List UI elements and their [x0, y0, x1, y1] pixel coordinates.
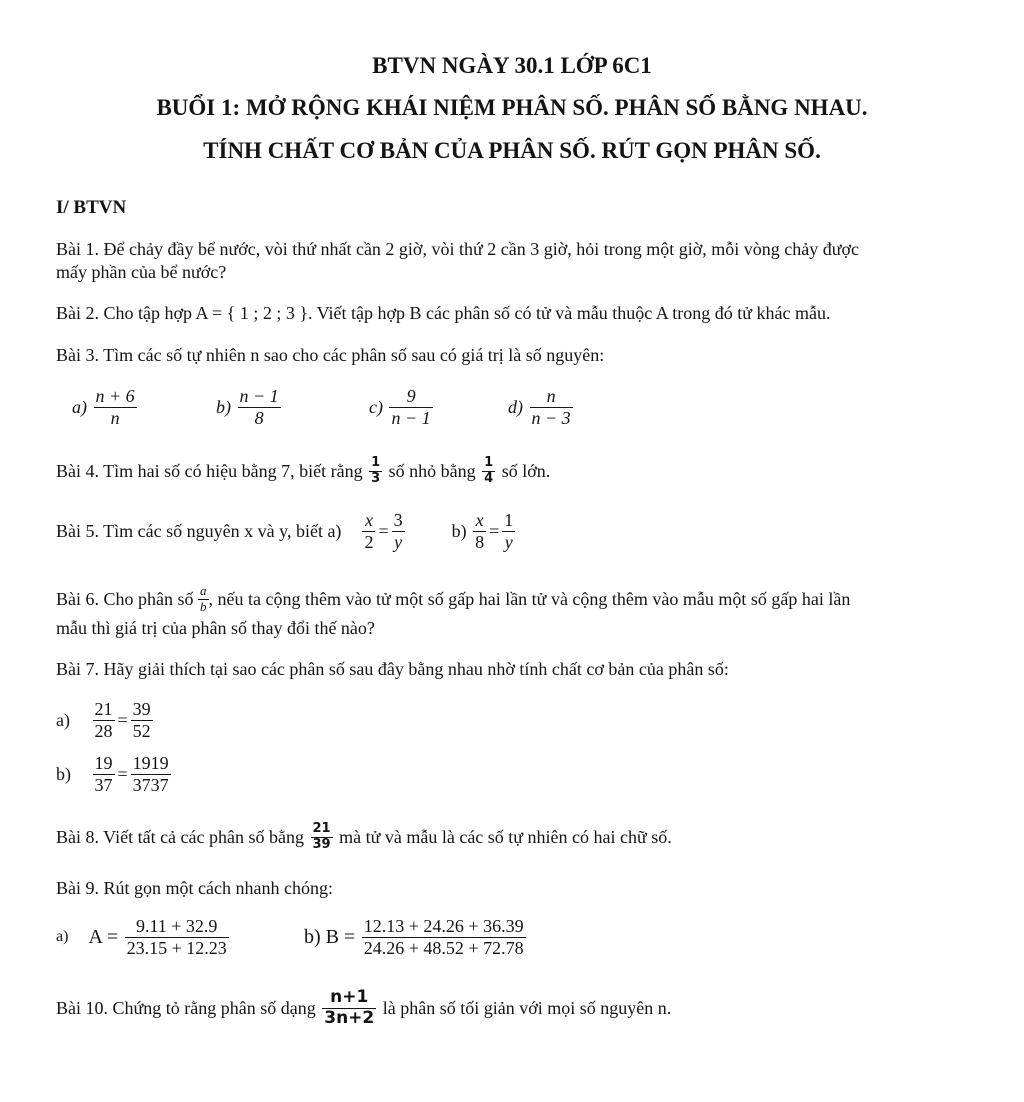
denominator: 3n+2 — [324, 1007, 375, 1028]
bai3-b-fraction — [238, 386, 281, 428]
denominator: 39 — [312, 836, 331, 852]
bai3-d-fraction — [530, 386, 573, 428]
bai3-a-fraction — [94, 386, 137, 428]
bai1-line2: mấy phần của bể nước? — [56, 262, 227, 282]
bai3-item-c — [369, 386, 435, 428]
bai8-pre: Bài 8. Viết tất cả các phân số bằng — [56, 827, 305, 848]
bai5-a-right-fraction — [392, 510, 405, 552]
bai3-d-label: d) — [508, 397, 523, 418]
bai5-line — [56, 510, 517, 552]
bai4-fraction-1 — [369, 456, 382, 487]
bai10-post: là phân số tối giản với mọi số nguyên n. — [382, 998, 672, 1019]
bai5-b-label: b) — [451, 521, 467, 542]
page-title: BTVN NGÀY 30.1 LỚP 6C1 — [372, 53, 652, 78]
numerator: 21 — [94, 699, 113, 719]
bai8-post: mà tử và mẫu là các số tự nhiên có hai chữ số. — [339, 827, 672, 848]
bai10-fraction — [322, 988, 376, 1028]
bai9-a-label: a) — [56, 928, 69, 946]
bai3-c-label: c) — [369, 397, 383, 418]
numerator: a — [200, 583, 207, 598]
bai7-text: Bài 7. Hãy giải thích tại sao các phân số sau đây bằng nhau nhờ tính chất cơ bản của phân số: — [56, 659, 729, 679]
bai10-pre: Bài 10. Chứng tỏ rằng phân số dạng — [56, 998, 316, 1019]
bai3-b-label: b) — [216, 397, 231, 418]
bai9-item-a — [56, 916, 231, 958]
bai7-b-right-fraction — [131, 753, 171, 795]
denominator: n — [110, 407, 120, 428]
denominator: 2 — [364, 531, 374, 552]
denominator: 4 — [484, 470, 494, 486]
numerator: x — [473, 510, 486, 532]
bai3-item-b — [216, 386, 283, 428]
denominator: 37 — [94, 774, 113, 795]
bai5-pre: Bài 5. Tìm các số nguyên x và y, biết a) — [56, 521, 342, 542]
bai3-a-label: a) — [72, 397, 87, 418]
bai4-fraction-2 — [482, 456, 495, 487]
numerator: n — [530, 386, 573, 408]
equals-sign: = — [378, 521, 389, 542]
bai5-a-left-fraction — [362, 510, 375, 552]
numerator: n − 1 — [239, 386, 279, 406]
bai3-item-d — [508, 386, 575, 428]
numerator: 1 — [504, 510, 514, 530]
bai3-text: Bài 3. Tìm các số tự nhiên n sao cho các phân số sau có giá trị là số nguyên: — [56, 345, 605, 365]
denominator: n − 1 — [391, 407, 431, 428]
section-heading: I/ BTVN — [56, 197, 127, 218]
denominator: 23.15 + 12.23 — [126, 937, 227, 958]
bai9-a-prefix: A = — [88, 926, 119, 949]
numerator: n+1 — [322, 988, 376, 1009]
bai1-line1: Bài 1. Để chảy đầy bể nước, vòi thứ nhất cần 2 giờ, vòi thứ 2 cần 3 giờ, hỏi trong một giờ, mỗi vòng chảy được — [56, 239, 859, 259]
denominator: 28 — [94, 720, 113, 741]
denominator: 3 — [371, 470, 381, 486]
bai3-item-a — [72, 386, 139, 428]
numerator: x — [362, 510, 375, 532]
bai8-fraction — [311, 822, 333, 853]
numerator: 19 — [94, 753, 113, 773]
bai9-text: Bài 9. Rút gọn một cách nhanh chóng: — [56, 878, 333, 898]
bai4-pre: Bài 4. Tìm hai số có hiệu bằng 7, biết rằng — [56, 461, 363, 482]
bai7-a-left-fraction — [93, 699, 115, 741]
bai4-post: số lớn. — [501, 461, 551, 482]
bai9-b-prefix: b) B = — [304, 926, 356, 949]
lesson-title: BUỔI 1: MỞ RỘNG KHÁI NIỆM PHÂN SỐ. PHÂN SỐ BẰNG NHAU. — [156, 95, 868, 120]
bai6-line2: mẫu thì giá trị của phân số thay đổi thế nào? — [56, 618, 375, 638]
denominator: 24.26 + 48.52 + 72.78 — [363, 937, 524, 958]
bai7-item-a — [56, 699, 155, 741]
bai3-c-fraction — [389, 386, 432, 428]
bai7-a-label: a) — [56, 710, 70, 731]
bai5-b-left-fraction — [473, 510, 486, 552]
equals-sign: = — [117, 764, 128, 785]
bai6-post: , nếu ta cộng thêm vào tử một số gấp hai lần tử và cộng thêm vào mẫu một số gấp hai lần — [208, 589, 851, 610]
numerator: 3 — [393, 510, 403, 530]
denominator: 52 — [132, 720, 151, 741]
lesson-subtitle: TÍNH CHẤT CƠ BẢN CỦA PHÂN SỐ. RÚT GỌN PHÂN SỐ. — [203, 138, 821, 163]
denominator: y — [504, 531, 513, 552]
bai7-a-right-fraction — [131, 699, 153, 741]
numerator: 21 — [312, 821, 331, 836]
denominator: 8 — [475, 531, 485, 552]
denominator: y — [394, 531, 403, 552]
numerator: 9.11 + 32.9 — [125, 916, 229, 938]
numerator: 12.13 + 24.26 + 36.39 — [363, 916, 524, 936]
bai9-item-b — [304, 916, 528, 958]
bai6-pre: Bài 6. Cho phân số — [56, 589, 194, 610]
equals-sign: = — [489, 521, 500, 542]
bai10-line — [56, 988, 671, 1028]
bai8-line — [56, 822, 672, 853]
bai4-mid: số nhỏ bằng — [388, 461, 476, 482]
bai7-b-left-fraction — [93, 753, 115, 795]
numerator: n + 6 — [95, 386, 135, 406]
bai7-b-label: b) — [56, 764, 71, 785]
bai9-b-fraction — [362, 916, 526, 958]
numerator: 1 — [371, 455, 381, 470]
numerator: 39 — [132, 699, 151, 719]
denominator: 8 — [254, 407, 264, 428]
bai9-a-fraction — [125, 916, 229, 958]
bai4-line — [56, 456, 550, 487]
denominator: 3737 — [132, 774, 169, 795]
numerator: 9 — [389, 386, 432, 408]
numerator: 1 — [484, 455, 494, 470]
bai6-line1 — [56, 584, 850, 615]
bai7-item-b — [56, 753, 173, 795]
bai5-b-right-fraction — [502, 510, 515, 552]
bai2-text: Bài 2. Cho tập hợp A = { 1 ; 2 ; 3 }. Viết tập hợp B các phân số có tử và mẫu thuộc A trong đó tử khác mẫu. — [56, 303, 831, 323]
equals-sign: = — [117, 710, 128, 731]
bai6-fraction — [198, 584, 209, 615]
denominator: b — [200, 598, 207, 614]
numerator: 1919 — [132, 753, 169, 773]
denominator: n − 3 — [531, 407, 571, 428]
